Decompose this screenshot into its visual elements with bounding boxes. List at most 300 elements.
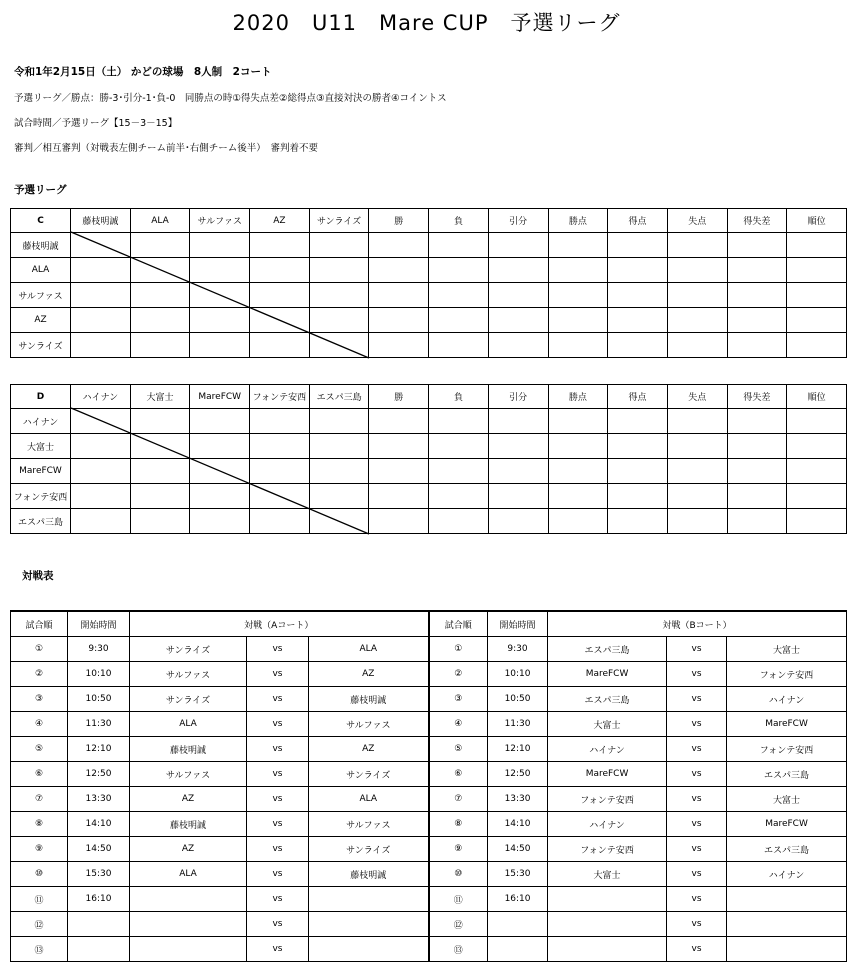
league-c-result-cell[interactable] bbox=[130, 333, 190, 358]
header-match-b: 対戦（Bコート） bbox=[548, 611, 847, 637]
league-c-result-cell[interactable] bbox=[548, 333, 608, 358]
league-c-col-stat: 負 bbox=[429, 209, 489, 233]
league-c-result-cell[interactable] bbox=[548, 233, 608, 258]
league-c-team-row bbox=[11, 258, 847, 283]
league-d-col-stat: 引分 bbox=[488, 385, 548, 409]
league-d-result-cell[interactable] bbox=[429, 409, 489, 434]
league-c-result-cell[interactable] bbox=[369, 233, 429, 258]
league-d-result-cell[interactable] bbox=[429, 434, 489, 459]
league-c-result-cell[interactable] bbox=[667, 283, 727, 308]
league-c-result-cell[interactable] bbox=[190, 308, 250, 333]
match-home-team: ALA bbox=[130, 712, 247, 737]
league-c-col-stat: 勝 bbox=[369, 209, 429, 233]
league-c-result-cell[interactable] bbox=[369, 333, 429, 358]
league-c-result-cell[interactable] bbox=[309, 233, 369, 258]
match-away-team: サンライズ bbox=[309, 837, 429, 862]
event-info-date: 令和1年2月15日（土） かどの球場 8人制 2コート bbox=[14, 66, 272, 78]
league-d-result-cell[interactable] bbox=[787, 409, 847, 434]
match-time: 14:50 bbox=[68, 837, 130, 862]
league-c-result-cell[interactable] bbox=[369, 308, 429, 333]
match-home-team: ハイナン bbox=[548, 737, 667, 762]
schedule-row bbox=[11, 812, 847, 837]
match-order: ⑨ bbox=[429, 837, 488, 862]
match-home-team: サンライズ bbox=[130, 687, 247, 712]
match-away-team: サルファス bbox=[309, 712, 429, 737]
schedule-header-row bbox=[11, 611, 847, 637]
league-c-col-stat: 得点 bbox=[608, 209, 668, 233]
section-title-schedule: 対戦表 bbox=[22, 570, 54, 582]
league-d-col-team: エスパ三島 bbox=[309, 385, 369, 409]
match-home-team: 大富士 bbox=[548, 862, 667, 887]
match-order: ⑥ bbox=[429, 762, 488, 787]
league-d-result-cell[interactable] bbox=[71, 509, 131, 534]
match-time: 14:10 bbox=[68, 812, 130, 837]
league-d-result-cell[interactable] bbox=[488, 409, 548, 434]
match-vs: vs bbox=[247, 787, 309, 812]
match-away-team: ALA bbox=[309, 637, 429, 662]
league-d-col-stat: 負 bbox=[429, 385, 489, 409]
match-time: 9:30 bbox=[68, 637, 130, 662]
league-d-result-cell[interactable] bbox=[71, 484, 131, 509]
league-d-col-team: フォンテ安西 bbox=[250, 385, 310, 409]
section-title-league: 予選リーグ bbox=[14, 184, 67, 196]
match-home-team: ALA bbox=[130, 862, 247, 887]
match-away-team: MareFCW bbox=[727, 812, 847, 837]
league-d-result-cell[interactable] bbox=[130, 459, 190, 484]
schedule-row bbox=[11, 637, 847, 662]
match-vs: vs bbox=[247, 712, 309, 737]
match-away-team: 大富士 bbox=[727, 637, 847, 662]
match-away-team: 大富士 bbox=[727, 787, 847, 812]
league-d-result-cell[interactable] bbox=[190, 409, 250, 434]
league-d-col-stat: 得失差 bbox=[727, 385, 787, 409]
league-c-result-cell[interactable] bbox=[787, 308, 847, 333]
match-home-team bbox=[130, 912, 247, 937]
match-order: ⑪ bbox=[429, 887, 488, 912]
match-time: 10:50 bbox=[68, 687, 130, 712]
league-d-result-cell[interactable] bbox=[608, 484, 668, 509]
match-time: 15:30 bbox=[488, 862, 548, 887]
league-c-result-cell[interactable] bbox=[369, 283, 429, 308]
league-d-result-cell[interactable] bbox=[667, 459, 727, 484]
match-away-team: MareFCW bbox=[727, 712, 847, 737]
league-d-result-cell[interactable] bbox=[130, 434, 190, 459]
match-time: 12:50 bbox=[488, 762, 548, 787]
match-time: 15:30 bbox=[68, 862, 130, 887]
league-d-result-cell[interactable] bbox=[488, 509, 548, 534]
match-home-team: フォンテ安西 bbox=[548, 837, 667, 862]
league-d-result-cell[interactable] bbox=[727, 459, 787, 484]
league-d-result-cell[interactable] bbox=[787, 459, 847, 484]
league-d-result-cell[interactable] bbox=[488, 434, 548, 459]
league-d-result-cell[interactable] bbox=[250, 434, 310, 459]
match-away-team: フォンテ安西 bbox=[727, 737, 847, 762]
league-d-team-row bbox=[11, 409, 847, 434]
match-away-team: ハイナン bbox=[727, 862, 847, 887]
match-vs: vs bbox=[667, 712, 727, 737]
league-c-result-cell[interactable] bbox=[488, 308, 548, 333]
match-home-team bbox=[548, 887, 667, 912]
league-c-result-cell[interactable] bbox=[71, 258, 131, 283]
match-time: 13:30 bbox=[488, 787, 548, 812]
match-away-team: エスパ三島 bbox=[727, 837, 847, 862]
match-vs: vs bbox=[247, 937, 309, 962]
match-vs: vs bbox=[667, 787, 727, 812]
league-c-result-cell[interactable] bbox=[190, 333, 250, 358]
match-order: ⑪ bbox=[11, 887, 68, 912]
league-d-row-team: フォンテ安西 bbox=[11, 484, 71, 509]
league-c-result-cell[interactable] bbox=[130, 233, 190, 258]
league-c-col-team: サンライズ bbox=[309, 209, 369, 233]
league-d-header-row bbox=[11, 385, 847, 409]
league-c-result-cell[interactable] bbox=[548, 283, 608, 308]
league-c-result-cell[interactable] bbox=[608, 258, 668, 283]
match-time: 13:30 bbox=[68, 787, 130, 812]
match-time bbox=[488, 937, 548, 962]
match-home-team bbox=[548, 937, 667, 962]
league-d-team-row bbox=[11, 434, 847, 459]
match-order: ② bbox=[429, 662, 488, 687]
match-vs: vs bbox=[247, 637, 309, 662]
league-c-result-cell[interactable] bbox=[130, 283, 190, 308]
match-away-team: ハイナン bbox=[727, 687, 847, 712]
league-c-col-stat: 失点 bbox=[667, 209, 727, 233]
league-c-result-cell[interactable] bbox=[488, 233, 548, 258]
league-d-result-cell[interactable] bbox=[429, 484, 489, 509]
match-time: 14:50 bbox=[488, 837, 548, 862]
league-d-result-cell[interactable] bbox=[190, 509, 250, 534]
match-away-team: 藤枝明誠 bbox=[309, 862, 429, 887]
match-order: ⑦ bbox=[429, 787, 488, 812]
league-c-team-row bbox=[11, 333, 847, 358]
league-c-result-cell[interactable] bbox=[667, 233, 727, 258]
league-c-result-cell[interactable] bbox=[488, 283, 548, 308]
league-d-result-cell[interactable] bbox=[190, 434, 250, 459]
league-d-result-cell[interactable] bbox=[548, 509, 608, 534]
match-away-team: エスパ三島 bbox=[727, 762, 847, 787]
league-d-result-cell[interactable] bbox=[727, 509, 787, 534]
league-table-c bbox=[10, 208, 847, 358]
league-c-result-cell[interactable] bbox=[608, 333, 668, 358]
league-d-col-stat: 順位 bbox=[787, 385, 847, 409]
league-c-result-cell[interactable] bbox=[488, 333, 548, 358]
match-away-team bbox=[727, 887, 847, 912]
match-home-team: サンライズ bbox=[130, 637, 247, 662]
league-c-result-cell[interactable] bbox=[250, 233, 310, 258]
header-match-a: 対戦（Aコート） bbox=[130, 611, 429, 637]
match-away-team bbox=[309, 912, 429, 937]
league-c-result-cell[interactable] bbox=[727, 333, 787, 358]
match-home-team: 藤枝明誠 bbox=[130, 737, 247, 762]
league-d-result-cell[interactable] bbox=[369, 484, 429, 509]
match-order: ⑦ bbox=[11, 787, 68, 812]
match-time: 10:10 bbox=[68, 662, 130, 687]
match-vs: vs bbox=[667, 662, 727, 687]
match-time: 12:50 bbox=[68, 762, 130, 787]
schedule-row bbox=[11, 687, 847, 712]
league-d-result-cell[interactable] bbox=[608, 509, 668, 534]
match-order: ④ bbox=[429, 712, 488, 737]
match-order: ⑥ bbox=[11, 762, 68, 787]
match-order: ⑧ bbox=[11, 812, 68, 837]
league-c-result-cell[interactable] bbox=[488, 258, 548, 283]
match-vs: vs bbox=[667, 637, 727, 662]
league-c-result-cell[interactable] bbox=[309, 333, 369, 358]
league-d-result-cell[interactable] bbox=[71, 434, 131, 459]
league-d-result-cell[interactable] bbox=[369, 409, 429, 434]
league-c-row-team: AZ bbox=[11, 308, 71, 333]
match-away-team bbox=[727, 912, 847, 937]
league-c-result-cell[interactable] bbox=[130, 258, 190, 283]
match-home-team: 藤枝明誠 bbox=[130, 812, 247, 837]
league-d-result-cell[interactable] bbox=[369, 509, 429, 534]
league-d-result-cell[interactable] bbox=[608, 459, 668, 484]
league-d-result-cell[interactable] bbox=[488, 484, 548, 509]
match-order: ⑤ bbox=[429, 737, 488, 762]
match-home-team: MareFCW bbox=[548, 662, 667, 687]
league-d-result-cell[interactable] bbox=[667, 484, 727, 509]
league-c-result-cell[interactable] bbox=[250, 283, 310, 308]
league-c-result-cell[interactable] bbox=[608, 233, 668, 258]
event-info-match-time: 試合時間／予選リーグ【15－3－15】 bbox=[14, 118, 178, 129]
league-c-result-cell[interactable] bbox=[71, 333, 131, 358]
match-vs: vs bbox=[247, 662, 309, 687]
league-c-result-cell[interactable] bbox=[429, 233, 489, 258]
league-d-result-cell[interactable] bbox=[130, 409, 190, 434]
league-c-team-row bbox=[11, 233, 847, 258]
league-d-team-row bbox=[11, 484, 847, 509]
league-c-result-cell[interactable] bbox=[309, 283, 369, 308]
match-time bbox=[68, 937, 130, 962]
league-d-result-cell[interactable] bbox=[369, 434, 429, 459]
league-c-col-stat: 得失差 bbox=[727, 209, 787, 233]
league-c-result-cell[interactable] bbox=[309, 308, 369, 333]
match-time: 16:10 bbox=[488, 887, 548, 912]
match-home-team: AZ bbox=[130, 787, 247, 812]
match-time: 12:10 bbox=[488, 737, 548, 762]
match-home-team: AZ bbox=[130, 837, 247, 862]
league-d-result-cell[interactable] bbox=[667, 434, 727, 459]
league-d-result-cell[interactable] bbox=[608, 434, 668, 459]
event-info-referee: 審判／相互審判（対戦表左側チーム前半･右側チーム後半） 審判着不要 bbox=[14, 143, 319, 154]
match-time: 10:10 bbox=[488, 662, 548, 687]
league-d-result-cell[interactable] bbox=[130, 484, 190, 509]
league-d-result-cell[interactable] bbox=[250, 484, 310, 509]
match-home-team bbox=[130, 937, 247, 962]
league-c-result-cell[interactable] bbox=[250, 308, 310, 333]
league-c-result-cell[interactable] bbox=[250, 333, 310, 358]
league-d-result-cell[interactable] bbox=[309, 409, 369, 434]
match-order: ⑩ bbox=[11, 862, 68, 887]
match-time bbox=[68, 912, 130, 937]
match-away-team: AZ bbox=[309, 737, 429, 762]
match-order: ④ bbox=[11, 712, 68, 737]
league-c-result-cell[interactable] bbox=[369, 258, 429, 283]
schedule-row bbox=[11, 737, 847, 762]
league-c-result-cell[interactable] bbox=[309, 258, 369, 283]
league-d-result-cell[interactable] bbox=[130, 509, 190, 534]
league-c-result-cell[interactable] bbox=[727, 258, 787, 283]
league-c-result-cell[interactable] bbox=[71, 283, 131, 308]
match-order: ⑨ bbox=[11, 837, 68, 862]
league-c-result-cell[interactable] bbox=[429, 333, 489, 358]
match-vs: vs bbox=[667, 737, 727, 762]
league-c-col-stat: 順位 bbox=[787, 209, 847, 233]
league-c-col-team: 藤枝明誠 bbox=[71, 209, 131, 233]
league-c-row-team: 藤枝明誠 bbox=[11, 233, 71, 258]
league-d-result-cell[interactable] bbox=[608, 409, 668, 434]
league-d-col-stat: 勝 bbox=[369, 385, 429, 409]
league-c-result-cell[interactable] bbox=[71, 308, 131, 333]
league-d-result-cell[interactable] bbox=[548, 409, 608, 434]
league-d-result-cell[interactable] bbox=[429, 459, 489, 484]
league-d-result-cell[interactable] bbox=[369, 459, 429, 484]
match-away-team bbox=[309, 887, 429, 912]
league-c-result-cell[interactable] bbox=[787, 283, 847, 308]
league-d-result-cell[interactable] bbox=[488, 459, 548, 484]
league-d-result-cell[interactable] bbox=[548, 434, 608, 459]
league-c-result-cell[interactable] bbox=[250, 258, 310, 283]
match-vs: vs bbox=[247, 837, 309, 862]
league-d-result-cell[interactable] bbox=[787, 509, 847, 534]
match-time: 16:10 bbox=[68, 887, 130, 912]
match-away-team: ALA bbox=[309, 787, 429, 812]
league-c-result-cell[interactable] bbox=[548, 258, 608, 283]
match-time: 11:30 bbox=[68, 712, 130, 737]
league-d-result-cell[interactable] bbox=[727, 484, 787, 509]
league-d-result-cell[interactable] bbox=[548, 459, 608, 484]
league-d-row-team: エスパ三島 bbox=[11, 509, 71, 534]
league-c-team-row bbox=[11, 308, 847, 333]
league-c-col-stat: 勝点 bbox=[548, 209, 608, 233]
match-vs: vs bbox=[667, 762, 727, 787]
header-time-b: 開始時間 bbox=[488, 611, 548, 637]
match-home-team bbox=[548, 912, 667, 937]
schedule-row bbox=[11, 762, 847, 787]
league-d-result-cell[interactable] bbox=[667, 409, 727, 434]
match-order: ③ bbox=[429, 687, 488, 712]
league-c-result-cell[interactable] bbox=[727, 308, 787, 333]
league-d-row-team: ハイナン bbox=[11, 409, 71, 434]
league-c-result-cell[interactable] bbox=[190, 233, 250, 258]
match-order: ⑤ bbox=[11, 737, 68, 762]
league-c-row-team: ALA bbox=[11, 258, 71, 283]
match-time: 11:30 bbox=[488, 712, 548, 737]
league-c-result-cell[interactable] bbox=[787, 333, 847, 358]
league-c-result-cell[interactable] bbox=[190, 283, 250, 308]
league-c-team-row bbox=[11, 283, 847, 308]
league-c-result-cell[interactable] bbox=[727, 233, 787, 258]
league-d-col-team: ハイナン bbox=[71, 385, 131, 409]
schedule-row bbox=[11, 662, 847, 687]
schedule-table bbox=[10, 610, 847, 962]
match-order: ⑬ bbox=[11, 937, 68, 962]
match-time bbox=[488, 912, 548, 937]
league-c-result-cell[interactable] bbox=[787, 258, 847, 283]
league-d-result-cell[interactable] bbox=[309, 434, 369, 459]
league-c-result-cell[interactable] bbox=[548, 308, 608, 333]
match-vs: vs bbox=[247, 862, 309, 887]
match-order: ③ bbox=[11, 687, 68, 712]
schedule-row bbox=[11, 787, 847, 812]
match-time: 14:10 bbox=[488, 812, 548, 837]
schedule-row bbox=[11, 712, 847, 737]
page-title: 2020 U11 Mare CUP 予選リーグ bbox=[232, 11, 621, 35]
league-d-result-cell[interactable] bbox=[250, 509, 310, 534]
league-d-result-cell[interactable] bbox=[309, 484, 369, 509]
schedule-row bbox=[11, 912, 847, 937]
league-c-result-cell[interactable] bbox=[429, 283, 489, 308]
match-home-team: エスパ三島 bbox=[548, 687, 667, 712]
match-order: ⑫ bbox=[11, 912, 68, 937]
league-d-result-cell[interactable] bbox=[309, 459, 369, 484]
league-d-result-cell[interactable] bbox=[250, 409, 310, 434]
league-d-col-stat: 得点 bbox=[608, 385, 668, 409]
league-d-result-cell[interactable] bbox=[71, 409, 131, 434]
league-c-col-team: AZ bbox=[250, 209, 310, 233]
league-c-result-cell[interactable] bbox=[727, 283, 787, 308]
league-c-result-cell[interactable] bbox=[667, 258, 727, 283]
league-d-team-row bbox=[11, 509, 847, 534]
schedule-row bbox=[11, 937, 847, 962]
league-d-result-cell[interactable] bbox=[727, 409, 787, 434]
league-c-result-cell[interactable] bbox=[429, 258, 489, 283]
match-home-team: エスパ三島 bbox=[548, 637, 667, 662]
league-c-result-cell[interactable] bbox=[429, 308, 489, 333]
league-d-result-cell[interactable] bbox=[787, 434, 847, 459]
league-d-result-cell[interactable] bbox=[548, 484, 608, 509]
league-c-result-cell[interactable] bbox=[71, 233, 131, 258]
schedule-row bbox=[11, 887, 847, 912]
match-vs: vs bbox=[247, 912, 309, 937]
league-d-col-team: MareFCW bbox=[190, 385, 250, 409]
league-d-team-row bbox=[11, 459, 847, 484]
league-c-result-cell[interactable] bbox=[787, 233, 847, 258]
league-d-result-cell[interactable] bbox=[787, 484, 847, 509]
league-d-row-team: 大富士 bbox=[11, 434, 71, 459]
league-d-result-cell[interactable] bbox=[429, 509, 489, 534]
league-d-result-cell[interactable] bbox=[309, 509, 369, 534]
league-c-result-cell[interactable] bbox=[667, 308, 727, 333]
match-home-team: サルファス bbox=[130, 662, 247, 687]
league-d-result-cell[interactable] bbox=[190, 484, 250, 509]
league-c-result-cell[interactable] bbox=[608, 283, 668, 308]
league-d-result-cell[interactable] bbox=[190, 459, 250, 484]
header-order-a: 試合順 bbox=[11, 611, 68, 637]
match-vs: vs bbox=[667, 937, 727, 962]
match-away-team: 藤枝明誠 bbox=[309, 687, 429, 712]
match-vs: vs bbox=[667, 862, 727, 887]
match-away-team: サンライズ bbox=[309, 762, 429, 787]
league-d-col-stat: 失点 bbox=[667, 385, 727, 409]
schedule-row bbox=[11, 837, 847, 862]
match-order: ① bbox=[429, 637, 488, 662]
league-d-result-cell[interactable] bbox=[71, 459, 131, 484]
league-d-result-cell[interactable] bbox=[667, 509, 727, 534]
league-d-col-team: 大富士 bbox=[130, 385, 190, 409]
match-time: 12:10 bbox=[68, 737, 130, 762]
league-c-result-cell[interactable] bbox=[608, 308, 668, 333]
league-d-result-cell[interactable] bbox=[250, 459, 310, 484]
league-d-result-cell[interactable] bbox=[727, 434, 787, 459]
league-c-col-stat: 引分 bbox=[488, 209, 548, 233]
league-c-result-cell[interactable] bbox=[190, 258, 250, 283]
league-c-result-cell[interactable] bbox=[130, 308, 190, 333]
match-order: ① bbox=[11, 637, 68, 662]
match-vs: vs bbox=[667, 887, 727, 912]
match-away-team: フォンテ安西 bbox=[727, 662, 847, 687]
league-c-result-cell[interactable] bbox=[667, 333, 727, 358]
